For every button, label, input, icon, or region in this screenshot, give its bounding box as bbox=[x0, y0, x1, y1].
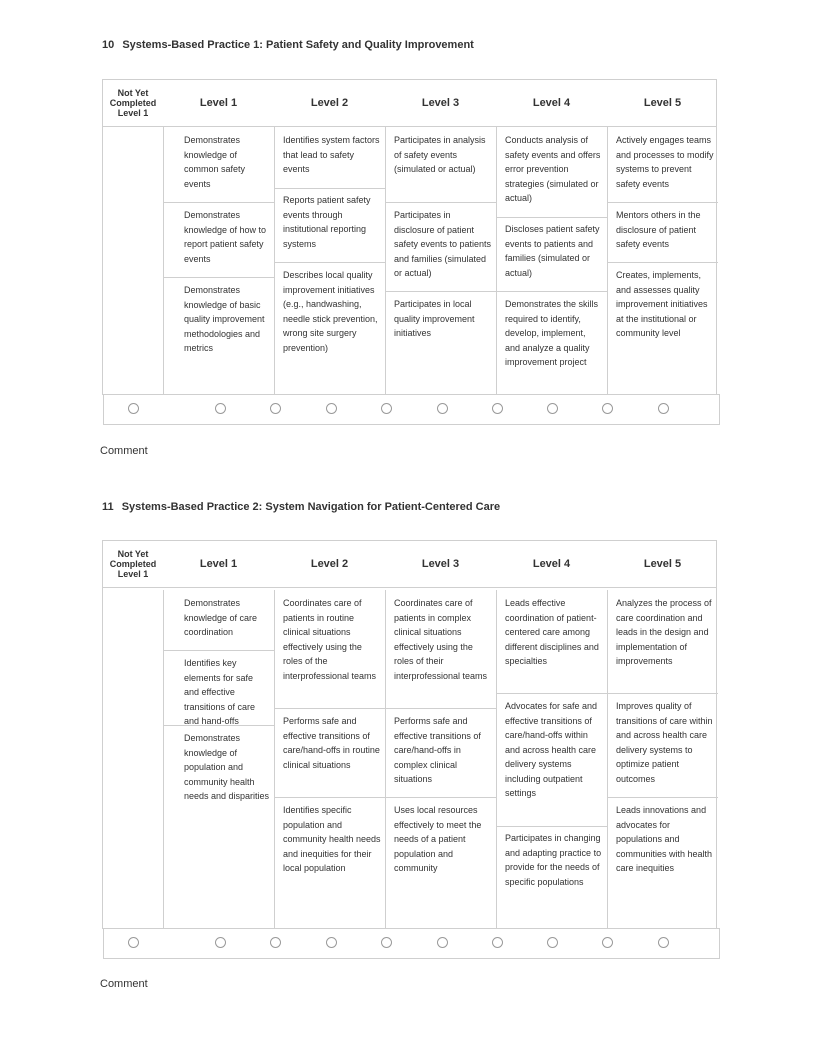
milestone-cell: Advocates for safe and effective transitions of care/hand-offs within and across health care delivery systems including outpatient settings bbox=[505, 701, 598, 798]
milestone-cell: Demonstrates the skills required to identify, develop, implement, and analyze a quality improvement project bbox=[505, 299, 599, 367]
header-level-2: Level 2 bbox=[310, 97, 349, 109]
radio-level-1[interactable] bbox=[215, 937, 226, 948]
milestone-cell: Reports patient safety events through institutional reporting systems bbox=[283, 195, 371, 249]
milestone-cell: Discloses patient safety events to patients and families (simulated or actual) bbox=[505, 224, 600, 278]
header-level-1: Level 1 bbox=[199, 97, 238, 109]
radio-not-yet-completed[interactable] bbox=[128, 937, 139, 948]
milestone-cell: Identifies key elements for safe and effective transitions of care and hand-offs bbox=[184, 658, 256, 726]
milestone-cell: Uses local resources effectively to meet the needs of a patient population and community bbox=[394, 805, 482, 873]
level-2-column bbox=[274, 590, 385, 929]
header-level-5: Level 5 bbox=[643, 97, 682, 109]
milestone-cell: Describes local quality improvement initiatives (e.g., handwashing, needle stick prevention, wrong site surgery prevention) bbox=[283, 270, 378, 353]
header-level-4: Level 4 bbox=[532, 97, 571, 109]
milestone-cell: Improves quality of transitions of care within and across health care delivery systems to optimize patient outcomes bbox=[616, 701, 713, 784]
milestone-cell: Identifies specific population and community health needs and inequities for their local population bbox=[283, 805, 381, 873]
milestone-cell: Demonstrates knowledge of how to report patient safety events bbox=[184, 210, 267, 264]
milestone-cell: Leads effective coordination of patient-centered care among different disciplines and specialties bbox=[505, 598, 599, 666]
milestone-cell: Performs safe and effective transitions of care/hand-offs in complex clinical situations bbox=[394, 716, 481, 784]
header-level-2: Level 2 bbox=[310, 558, 349, 570]
milestone-cell: Participates in changing and adapting practice to provide for the needs of specific populations bbox=[505, 833, 602, 887]
milestone-cell: Demonstrates knowledge of basic quality improvement methodologies and metrics bbox=[184, 285, 265, 353]
header-level-1: Level 1 bbox=[199, 558, 238, 570]
radio-level-4-5[interactable] bbox=[602, 937, 613, 948]
milestone-cell: Actively engages teams and processes to modify systems to prevent safety events bbox=[616, 135, 714, 189]
milestone-cell: Analyzes the process of care coordination and leads in the design and implementation of improvements bbox=[616, 598, 712, 666]
question-title bbox=[102, 501, 500, 513]
radio-level-2[interactable] bbox=[326, 937, 337, 948]
header-not-yet-completed: Not Yet Completed Level 1 bbox=[109, 88, 157, 118]
level-5-column bbox=[607, 590, 718, 929]
radio-level-4[interactable] bbox=[547, 937, 558, 948]
milestone-cell: Demonstrates knowledge of population and community health needs and disparities bbox=[184, 733, 270, 801]
radio-level-5[interactable] bbox=[658, 937, 669, 948]
milestone-cell: Conducts analysis of safety events and offers error prevention strategies (simulated or actual) bbox=[505, 135, 601, 203]
header-level-5: Level 5 bbox=[643, 558, 682, 570]
radio-level-2-5[interactable] bbox=[381, 937, 392, 948]
comment-label[interactable]: Comment bbox=[100, 978, 148, 990]
question-text: Systems-Based Practice 2: System Navigation for Patient-Centered Care bbox=[121, 501, 501, 513]
rating-radio-row bbox=[103, 928, 720, 959]
radio-level-3-5[interactable] bbox=[492, 937, 503, 948]
question-text: Systems-Based Practice 1: Patient Safety and Quality Improvement bbox=[122, 39, 474, 51]
milestone-cell: Coordinates care of patients in routine clinical situations effectively using the roles of the interprofessional teams bbox=[283, 598, 377, 681]
level-1-column bbox=[163, 590, 274, 929]
radio-level-3[interactable] bbox=[437, 937, 448, 948]
header-level-4: Level 4 bbox=[532, 558, 571, 570]
milestone-cell: Creates, implements, and assesses quality improvement initiatives at the institutional or community level bbox=[616, 270, 708, 338]
level-4-column bbox=[496, 590, 607, 929]
header-level-3: Level 3 bbox=[421, 558, 460, 570]
header-not-yet-completed: Not Yet Completed Level 1 bbox=[109, 549, 157, 579]
milestone-cell: Leads innovations and advocates for populations and communities with health care inequities bbox=[616, 805, 713, 873]
milestone-cell: Identifies system factors that lead to safety events bbox=[283, 135, 380, 174]
header-level-3: Level 3 bbox=[421, 97, 460, 109]
milestone-cell: Coordinates care of patients in complex clinical situations effectively using the roles of their interprofessional teams bbox=[394, 598, 488, 681]
comment-label[interactable]: Comment bbox=[100, 445, 148, 457]
milestone-cell: Demonstrates knowledge of common safety events bbox=[184, 135, 246, 189]
milestone-grid bbox=[102, 540, 717, 929]
header-row bbox=[103, 541, 716, 588]
milestone-cell: Demonstrates knowledge of care coordination bbox=[184, 598, 258, 637]
milestone-cell: Performs safe and effective transitions of care/hand-offs in routine clinical situations bbox=[283, 716, 380, 770]
question-number: 10 bbox=[102, 39, 115, 51]
radio-level-1-5[interactable] bbox=[270, 937, 281, 948]
milestone-cell: Mentors others in the disclosure of patient safety events bbox=[616, 210, 701, 249]
milestone-cell: Participates in disclosure of patient safety events to patients and families (simulated or actual) bbox=[394, 210, 492, 278]
level-3-column bbox=[385, 590, 496, 929]
milestone-cell: Participates in analysis of safety events (simulated or actual) bbox=[394, 135, 486, 174]
milestone-cell: Participates in local quality improvement initiatives bbox=[394, 299, 475, 338]
question-number: 11 bbox=[102, 501, 114, 513]
